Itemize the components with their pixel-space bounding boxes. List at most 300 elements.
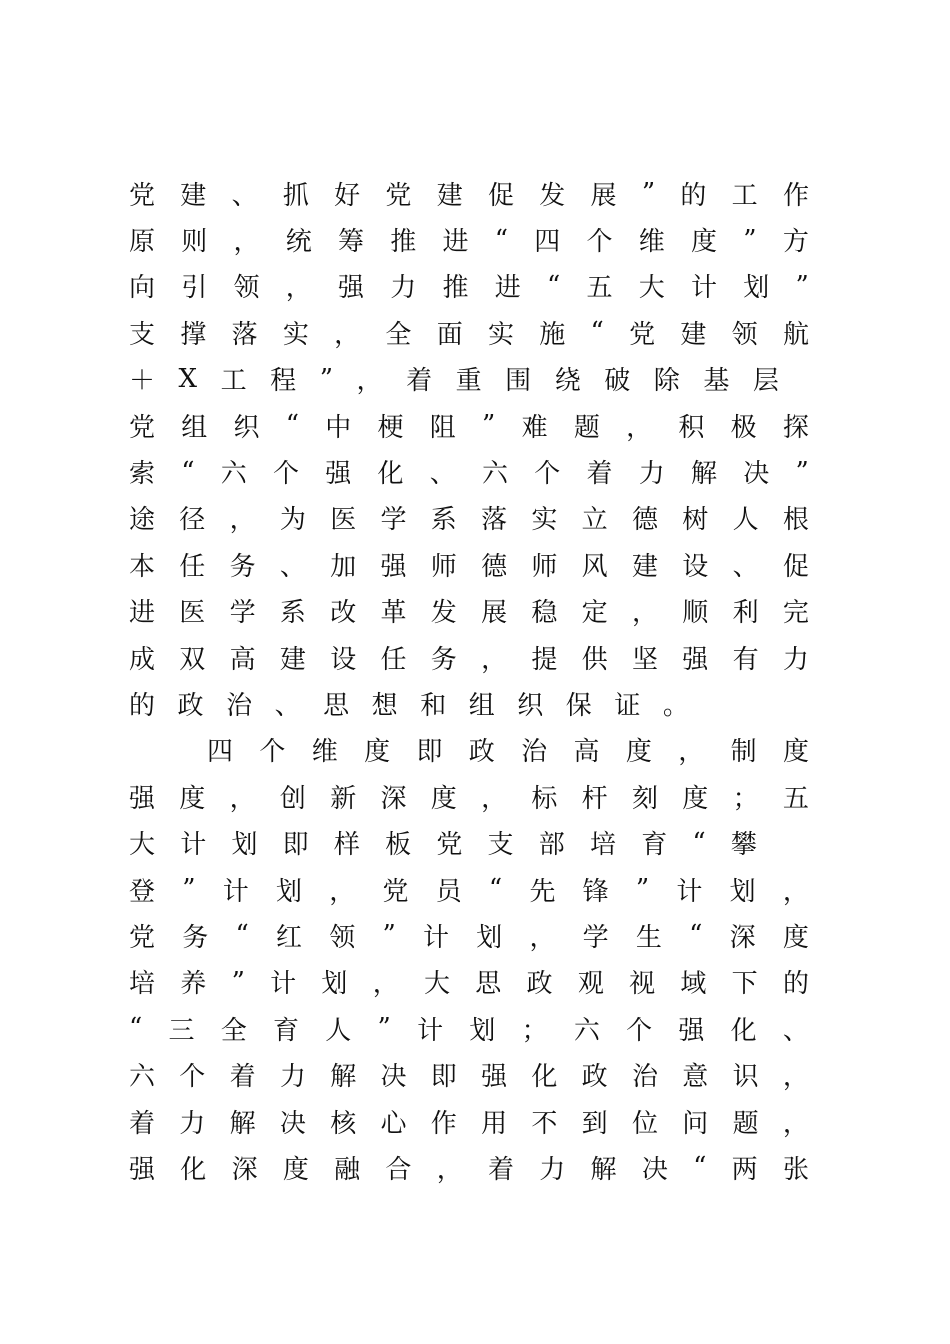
text-char: 除 xyxy=(653,366,680,397)
text-char: 解 xyxy=(330,1062,357,1093)
text-char: 支 xyxy=(129,319,156,350)
text-char: 深 xyxy=(729,922,756,953)
text-char: 六 xyxy=(482,459,509,490)
text-char: 围 xyxy=(505,366,532,397)
text-char: 强 xyxy=(380,551,407,582)
text-char: 、 xyxy=(231,180,258,211)
text-char: 度 xyxy=(364,737,391,768)
text-line xyxy=(129,356,779,402)
text-char: 解 xyxy=(590,1154,617,1185)
text-char: 落 xyxy=(481,505,508,536)
text-char: 党 xyxy=(129,922,156,953)
text-char: 强 xyxy=(129,1154,156,1185)
text-char: 证 xyxy=(614,690,641,721)
text-char: 人 xyxy=(325,1015,352,1046)
text-char: 强 xyxy=(682,644,709,675)
text-char: 力 xyxy=(638,459,665,490)
text-char: 实 xyxy=(282,319,309,350)
text-char: 抓 xyxy=(282,180,309,211)
text-char: 度 xyxy=(691,227,718,258)
text-char: 、 xyxy=(782,1015,809,1046)
text-char: ， xyxy=(626,412,653,443)
text-char: 着 xyxy=(586,459,613,490)
text-char: 登 xyxy=(129,876,156,907)
text-char: 解 xyxy=(229,1108,256,1139)
text-char: 、 xyxy=(732,551,759,582)
text-char: 层 xyxy=(752,366,779,397)
text-char: 途 xyxy=(129,505,156,536)
text-char: 刻 xyxy=(631,783,658,814)
text-char: ， xyxy=(356,366,383,397)
text-char: 的 xyxy=(129,690,156,721)
text-char: 中 xyxy=(325,412,352,443)
text-char: 标 xyxy=(531,783,558,814)
text-char: 六 xyxy=(220,459,247,490)
text-char: 治 xyxy=(521,737,548,768)
text-char: 力 xyxy=(279,1062,306,1093)
text-char: 强 xyxy=(129,783,156,814)
text-char: 不 xyxy=(531,1108,558,1139)
text-line xyxy=(129,588,809,634)
text-char: ， xyxy=(481,783,508,814)
text-char: 锋 xyxy=(582,876,609,907)
text-char: 政 xyxy=(468,737,495,768)
text-char: 务 xyxy=(182,922,209,953)
text-char: 育 xyxy=(273,1015,300,1046)
text-char: 供 xyxy=(581,644,608,675)
text-char: 提 xyxy=(531,644,558,675)
text-char: 视 xyxy=(629,969,656,1000)
text-char: 工 xyxy=(731,180,758,211)
text-char: 维 xyxy=(311,737,338,768)
text-char: 党 xyxy=(385,180,412,211)
text-char: 用 xyxy=(481,1108,508,1139)
text-char: 师 xyxy=(430,551,457,582)
text-char: ” xyxy=(377,1013,391,1044)
text-char: ； xyxy=(521,1015,548,1046)
text-char: 好 xyxy=(334,180,361,211)
text-char: 着 xyxy=(406,366,433,397)
text-char: 双 xyxy=(179,644,206,675)
text-char: ” xyxy=(795,456,809,487)
text-char: 梗 xyxy=(377,412,404,443)
text-char: 展 xyxy=(590,180,617,211)
text-char: “ xyxy=(693,1152,707,1183)
text-char: 创 xyxy=(279,783,306,814)
text-char: ， xyxy=(285,273,312,304)
text-char: ” xyxy=(635,874,650,905)
text-char: 化 xyxy=(377,459,404,490)
text-char: 杆 xyxy=(581,783,608,814)
text-char: 学 xyxy=(582,922,609,953)
text-char: 计 xyxy=(417,1015,444,1046)
text-char: 积 xyxy=(678,412,705,443)
text-char: 先 xyxy=(529,876,556,907)
text-char: 设 xyxy=(682,551,709,582)
text-char: 融 xyxy=(334,1154,361,1185)
text-char: 党 xyxy=(129,180,156,211)
text-char: 六 xyxy=(573,1015,600,1046)
text-char: 决 xyxy=(279,1108,306,1139)
text-char: 完 xyxy=(782,598,809,629)
text-char: 革 xyxy=(380,598,407,629)
text-char: 本 xyxy=(129,551,156,582)
text-char: 进 xyxy=(129,598,156,629)
text-char: 位 xyxy=(631,1108,658,1139)
text-char: 向 xyxy=(129,273,156,304)
text-char: 攀 xyxy=(730,830,757,861)
text-line xyxy=(129,263,809,309)
text-char: 务 xyxy=(430,644,457,675)
text-char: 意 xyxy=(682,1062,709,1093)
text-char: ， xyxy=(229,505,256,536)
text-char: 医 xyxy=(179,598,206,629)
text-char: 设 xyxy=(330,644,357,675)
text-char: 党 xyxy=(436,830,463,861)
text-char: 强 xyxy=(481,1062,508,1093)
text-char: 即 xyxy=(416,737,443,768)
text-char: 计 xyxy=(270,969,297,1000)
text-char: 党 xyxy=(382,876,409,907)
text-char: 领 xyxy=(329,922,356,953)
text-char: 核 xyxy=(330,1108,357,1139)
text-char: 域 xyxy=(680,969,707,1000)
text-char: 施 xyxy=(539,319,566,350)
text-char: 度 xyxy=(179,783,206,814)
text-char: ； xyxy=(732,783,759,814)
text-char: 度 xyxy=(682,783,709,814)
text-line xyxy=(129,1005,809,1051)
text-char: ， xyxy=(329,876,356,907)
text-char: 的 xyxy=(680,180,707,211)
text-char: 力 xyxy=(390,273,417,304)
text-char: 五 xyxy=(586,273,613,304)
text-char: 。 xyxy=(662,690,689,721)
text-char: 计 xyxy=(222,876,249,907)
text-char: 进 xyxy=(494,273,521,304)
text-char: 样 xyxy=(333,830,360,861)
text-char: 度 xyxy=(782,737,809,768)
text-char: 、 xyxy=(429,459,456,490)
text-char: “ xyxy=(285,410,300,441)
text-char: 党 xyxy=(129,412,156,443)
text-char: ” xyxy=(795,270,809,301)
text-char: 建 xyxy=(436,180,463,211)
text-char: ， xyxy=(782,1108,809,1139)
text-char: 题 xyxy=(732,1108,759,1139)
text-char: 政 xyxy=(526,969,553,1000)
text-char: ” xyxy=(482,410,496,441)
text-char: 生 xyxy=(635,922,662,953)
text-char: 全 xyxy=(220,1015,247,1046)
text-char: 德 xyxy=(481,551,508,582)
text-char: 板 xyxy=(385,830,412,861)
text-char: 度 xyxy=(430,783,457,814)
text-char: 心 xyxy=(380,1108,407,1139)
text-char: 则 xyxy=(181,227,208,258)
text-char: 难 xyxy=(521,412,548,443)
text-char: “ xyxy=(494,224,509,255)
text-char: 系 xyxy=(430,505,457,536)
text-char: 着 xyxy=(229,1062,256,1093)
text-line xyxy=(129,1098,809,1144)
text-char: 个 xyxy=(586,227,613,258)
text-char: ， xyxy=(782,876,809,907)
text-char: 建 xyxy=(680,319,707,350)
text-char: 即 xyxy=(430,1062,457,1093)
text-char: 绕 xyxy=(554,366,581,397)
text-char: 阻 xyxy=(429,412,456,443)
text-char: 程 xyxy=(270,366,297,397)
text-line xyxy=(129,1051,809,1097)
text-char: 问 xyxy=(682,1108,709,1139)
text-char: 顺 xyxy=(682,598,709,629)
text-char: “ xyxy=(235,920,249,951)
text-char: X xyxy=(178,363,198,394)
text-char: 计 xyxy=(691,273,718,304)
text-char: 、 xyxy=(274,690,301,721)
text-char: 培 xyxy=(589,830,616,861)
text-char: 促 xyxy=(782,551,809,582)
text-char: 工 xyxy=(220,366,247,397)
text-char: 系 xyxy=(279,598,306,629)
text-char: 组 xyxy=(468,690,495,721)
text-char: 坚 xyxy=(631,644,658,675)
text-char: 、 xyxy=(279,551,306,582)
text-char: 个 xyxy=(179,1062,206,1093)
text-char: ， xyxy=(233,227,260,258)
text-char: 大 xyxy=(638,273,665,304)
text-char: 的 xyxy=(782,969,809,1000)
text-char: 四 xyxy=(207,737,234,768)
text-char: 实 xyxy=(531,505,558,536)
text-line xyxy=(129,309,809,355)
text-char: 养 xyxy=(180,969,207,1000)
text-char: 个 xyxy=(626,1015,653,1046)
text-char: 德 xyxy=(631,505,658,536)
text-char: 根 xyxy=(782,505,809,536)
text-char: 树 xyxy=(682,505,709,536)
text-char: 高 xyxy=(573,737,600,768)
text-char: 张 xyxy=(782,1154,809,1185)
text-char: 作 xyxy=(430,1108,457,1139)
text-char: 划 xyxy=(743,273,770,304)
text-char: 建 xyxy=(279,644,306,675)
text-char: 划 xyxy=(321,969,348,1000)
text-char: 即 xyxy=(282,830,309,861)
text-char: 度 xyxy=(282,1154,309,1185)
text-char: 推 xyxy=(390,227,417,258)
text-char: 发 xyxy=(430,598,457,629)
text-char: 风 xyxy=(581,551,608,582)
text-char: 织 xyxy=(233,412,260,443)
text-char: 为 xyxy=(279,505,306,536)
text-char: 原 xyxy=(129,227,156,258)
text-char: 方 xyxy=(782,227,809,258)
text-char: 面 xyxy=(436,319,463,350)
text-char: 重 xyxy=(455,366,482,397)
text-char: ， xyxy=(334,319,361,350)
text-char: 落 xyxy=(231,319,258,350)
text-char: 深 xyxy=(380,783,407,814)
text-char: 展 xyxy=(481,598,508,629)
text-char: 加 xyxy=(330,551,357,582)
text-char: 组 xyxy=(181,412,208,443)
text-char: 全 xyxy=(385,319,412,350)
text-char: 力 xyxy=(179,1108,206,1139)
text-char: 强 xyxy=(325,459,352,490)
text-char: 高 xyxy=(229,644,256,675)
text-char: ” xyxy=(231,966,245,997)
text-char: ” xyxy=(319,363,333,394)
text-line xyxy=(129,912,809,958)
text-char: 探 xyxy=(782,412,809,443)
text-char: 统 xyxy=(285,227,312,258)
text-line xyxy=(129,773,809,819)
text-char: 径 xyxy=(179,505,206,536)
text-char: 度 xyxy=(782,922,809,953)
text-char: 定 xyxy=(581,598,608,629)
text-char: 思 xyxy=(323,690,350,721)
text-char: “ xyxy=(547,270,561,301)
text-char: 织 xyxy=(517,690,544,721)
text-line xyxy=(129,680,689,726)
text-char: 计 xyxy=(422,922,449,953)
text-char: 人 xyxy=(732,505,759,536)
text-char: 培 xyxy=(129,969,156,1000)
text-char: 合 xyxy=(385,1154,412,1185)
text-char: ” xyxy=(382,920,396,951)
text-char: 大 xyxy=(423,969,450,1000)
text-char: 解 xyxy=(691,459,718,490)
text-char: 五 xyxy=(782,783,809,814)
text-char: 立 xyxy=(581,505,608,536)
text-char: 建 xyxy=(180,180,207,211)
text-char: 强 xyxy=(678,1015,705,1046)
text-char: 度 xyxy=(625,737,652,768)
text-char: 决 xyxy=(380,1062,407,1093)
text-char: 任 xyxy=(380,644,407,675)
text-char: 学 xyxy=(380,505,407,536)
text-char: 计 xyxy=(180,830,207,861)
text-char: 到 xyxy=(581,1108,608,1139)
text-char: 育 xyxy=(641,830,668,861)
text-char: 化 xyxy=(531,1062,558,1093)
text-char: 学 xyxy=(229,598,256,629)
text-char: 成 xyxy=(129,644,156,675)
text-char: 四 xyxy=(534,227,561,258)
text-char: 强 xyxy=(338,273,365,304)
text-char: 制 xyxy=(730,737,757,768)
text-char: 深 xyxy=(231,1154,258,1185)
text-char: 决 xyxy=(743,459,770,490)
text-line xyxy=(129,495,809,541)
text-char: 观 xyxy=(577,969,604,1000)
text-char: 六 xyxy=(129,1062,156,1093)
text-char: 领 xyxy=(731,319,758,350)
text-line xyxy=(129,541,809,587)
text-char: 力 xyxy=(539,1154,566,1185)
text-char: 实 xyxy=(487,319,514,350)
text-char: 想 xyxy=(371,690,398,721)
text-line xyxy=(129,216,809,262)
text-line xyxy=(129,819,757,865)
text-char: 引 xyxy=(181,273,208,304)
text-char: 政 xyxy=(177,690,204,721)
text-char: ， xyxy=(436,1154,463,1185)
text-char: 维 xyxy=(638,227,665,258)
text-char: “ xyxy=(181,456,195,487)
text-char: 领 xyxy=(233,273,260,304)
text-char: ， xyxy=(481,644,508,675)
text-char: 两 xyxy=(731,1154,758,1185)
text-char: 进 xyxy=(442,227,469,258)
text-char: “ xyxy=(692,827,706,858)
text-char: 党 xyxy=(629,319,656,350)
text-char: 推 xyxy=(442,273,469,304)
text-char: 破 xyxy=(604,366,631,397)
text-char: 题 xyxy=(573,412,600,443)
text-char: 大 xyxy=(129,830,156,861)
text-char: 利 xyxy=(732,598,759,629)
text-char: 个 xyxy=(273,459,300,490)
text-char: 思 xyxy=(475,969,502,1000)
text-line xyxy=(129,170,809,216)
text-char: 员 xyxy=(435,876,462,907)
text-char: 医 xyxy=(330,505,357,536)
text-char: 撑 xyxy=(180,319,207,350)
text-char: 决 xyxy=(641,1154,668,1185)
text-char: ” xyxy=(182,874,196,905)
text-char: 基 xyxy=(703,366,730,397)
text-char: ， xyxy=(229,783,256,814)
body-text xyxy=(129,170,809,1191)
text-char: 个 xyxy=(534,459,561,490)
text-char: ， xyxy=(529,922,556,953)
text-char: ” xyxy=(743,224,757,255)
text-char: 划 xyxy=(469,1015,496,1046)
text-char: 治 xyxy=(226,690,253,721)
text-char: 化 xyxy=(180,1154,207,1185)
text-char: 有 xyxy=(732,644,759,675)
text-char: 着 xyxy=(129,1108,156,1139)
text-char: 下 xyxy=(731,969,758,1000)
text-char: “ xyxy=(689,920,703,951)
text-char: 着 xyxy=(487,1154,514,1185)
text-char: 划 xyxy=(275,876,302,907)
text-char: 促 xyxy=(487,180,514,211)
text-char: ” xyxy=(641,178,656,209)
text-char: 保 xyxy=(565,690,592,721)
text-char: 识 xyxy=(732,1062,759,1093)
text-char: 新 xyxy=(330,783,357,814)
text-char: 改 xyxy=(330,598,357,629)
text-char: 划 xyxy=(729,876,756,907)
text-char: 稳 xyxy=(531,598,558,629)
text-char: 筹 xyxy=(338,227,365,258)
text-line xyxy=(129,634,809,680)
text-char: 部 xyxy=(538,830,565,861)
text-char: “ xyxy=(590,317,604,348)
text-char: “ xyxy=(129,1013,143,1044)
text-line xyxy=(129,1144,809,1190)
text-char: 政 xyxy=(581,1062,608,1093)
text-char: 红 xyxy=(275,922,302,953)
text-line xyxy=(129,448,809,494)
text-char: 作 xyxy=(782,180,809,211)
text-char: 划 xyxy=(476,922,503,953)
text-char: 极 xyxy=(730,412,757,443)
